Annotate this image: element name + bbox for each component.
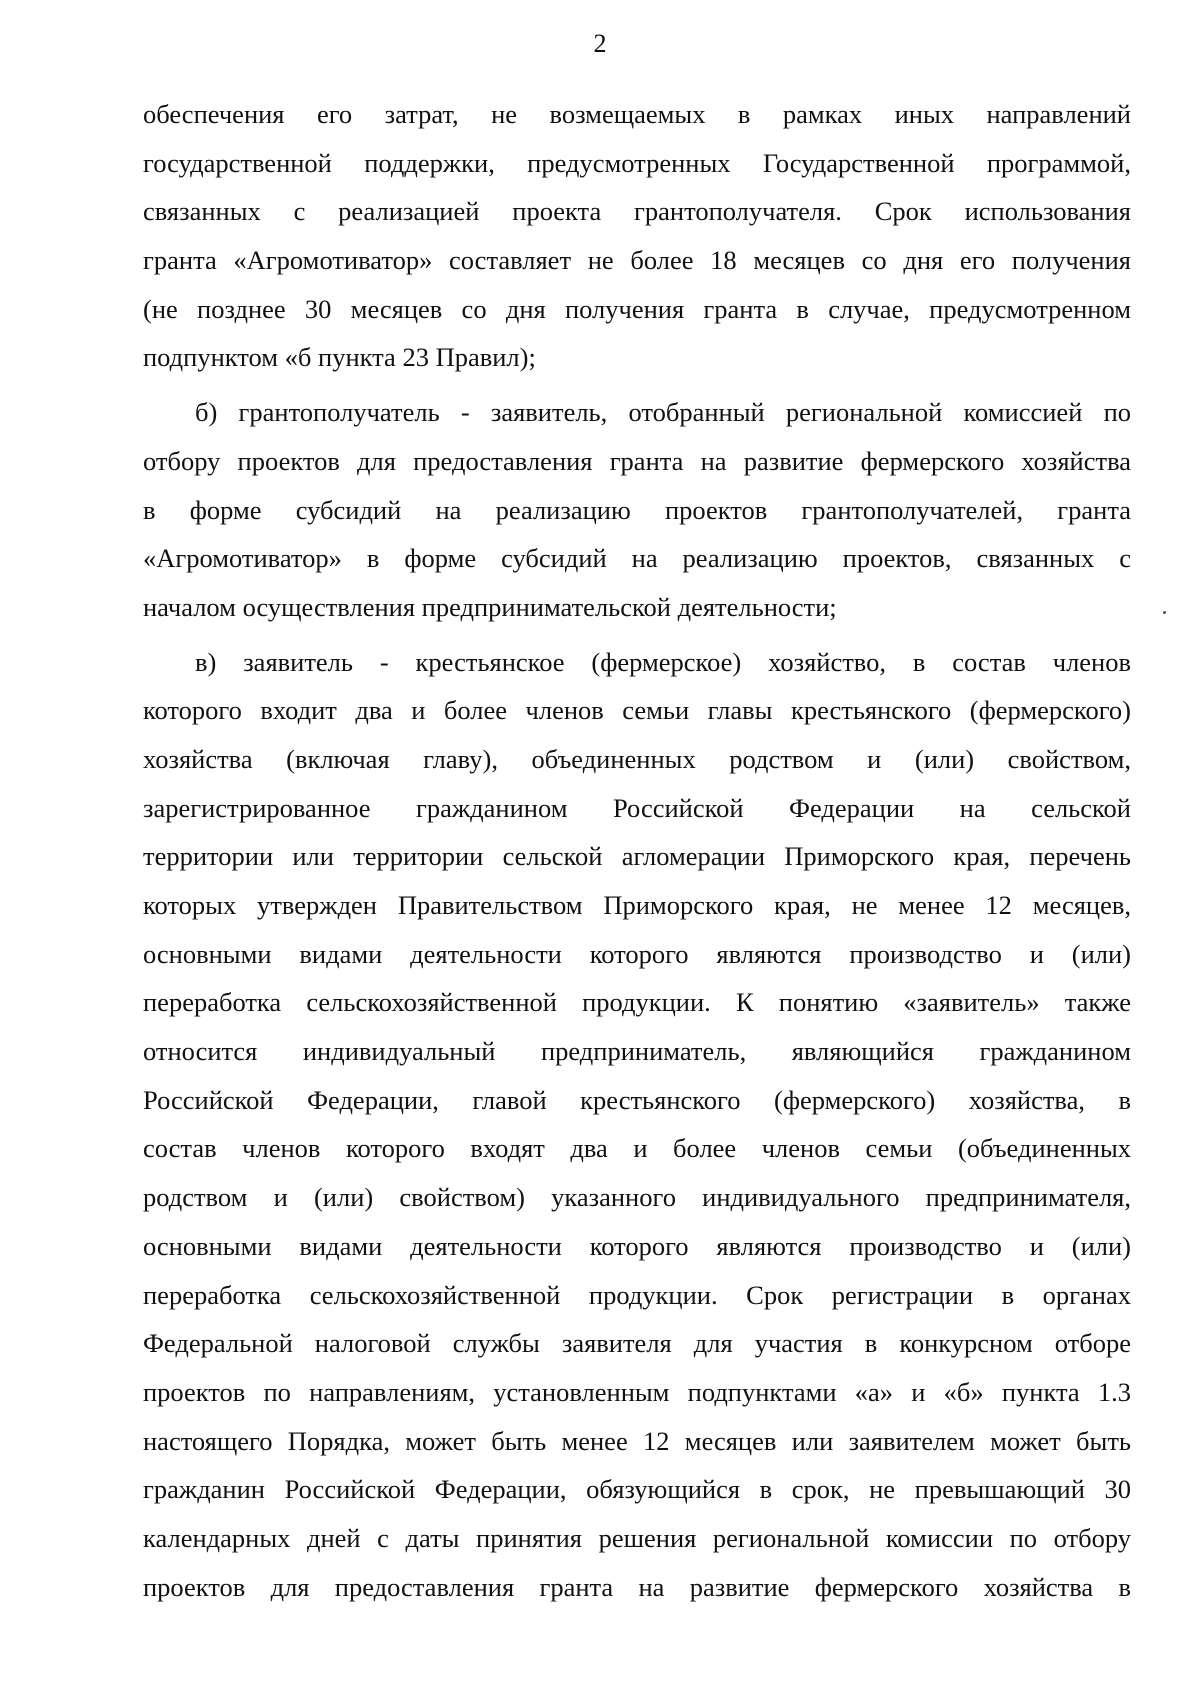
text-line: началом осуществления предпринимательской деятельности; [143,591,837,622]
text-line: хозяйства (включая главу), объединенных родством и (или) свойством, [143,743,1131,774]
text-line: подпунктом «б пункта 23 Правил); [143,342,536,373]
text-line: настоящего Порядка, может быть менее 12 месяцев или заявителем может быть [143,1425,1131,1456]
text-line: «Агромотиватор» в форме субсидий на реализацию проектов, связанных с [143,543,1131,574]
text-line: гражданин Российской Федерации, обязующийся в срок, не превышающий 30 [143,1474,1131,1505]
text-line: территории или территории сельской агломерации Приморского края, перечень [143,841,1131,872]
text-line: отбору проектов для предоставления гранта на развитие фермерского хозяйства [143,445,1131,476]
text-line: (не позднее 30 месяцев со дня получения гранта в случае, предусмотренном [143,293,1131,324]
text-line: основными видами деятельности которого являются производство и (или) [143,938,1131,969]
text-line: в форме субсидий на реализацию проектов грантополучателей, гранта [143,494,1131,525]
scan-speck [1163,611,1166,614]
text-line: родством и (или) свойством) указанного индивидуального предпринимателя, [143,1182,1131,1213]
text-line: основными видами деятельности которого являются производство и (или) [143,1230,1131,1261]
text-line: относится индивидуальный предприниматель, являющийся гражданином [143,1036,1131,1067]
text-line: состав членов которого входят два и более членов семьи (объединенных [143,1133,1131,1164]
text-line: которого входит два и более членов семьи главы крестьянского (фермерского) [143,695,1131,726]
text-line: в) заявитель - крестьянское (фермерское) хозяйство, в состав членов [195,646,1131,677]
text-line: гранта «Агромотиватор» составляет не более 18 месяцев со дня его получения [143,245,1131,276]
text-line: календарных дней с даты принятия решения региональной комиссии по отбору [143,1522,1131,1553]
text-line: переработка сельскохозяйственной продукции. Срок регистрации в органах [143,1279,1131,1310]
document-body [143,90,1131,1611]
paragraph [143,638,1131,1612]
text-line: проектов по направлениям, установленным подпунктами «а» и «б» пункта 1.3 [143,1376,1131,1407]
paragraph [143,90,1131,382]
text-line: обеспечения его затрат, не возмещаемых в рамках иных направлений [143,99,1131,129]
text-line: переработка сельскохозяйственной продукции. К понятию «заявитель» также [143,987,1131,1018]
text-line: проектов для предоставления гранта на развитие фермерского хозяйства в [143,1571,1131,1602]
text-line: связанных с реализацией проекта грантополучателя. Срок использования [143,196,1131,227]
paragraph [143,388,1131,631]
text-line: б) грантополучатель - заявитель, отобранный региональной комиссией по [195,397,1131,428]
text-line: зарегистрированное гражданином Российской Федерации на сельской [143,792,1131,823]
text-line: государственной поддержки, предусмотренных Государственной программой, [143,147,1131,178]
text-line: Федеральной налоговой службы заявителя для участия в конкурсном отборе [143,1328,1131,1359]
page-number: 2 [593,29,607,58]
text-line: Российской Федерации, главой крестьянского (фермерского) хозяйства, в [143,1084,1131,1115]
text-line: которых утвержден Правительством Приморского края, не менее 12 месяцев, [143,890,1131,920]
